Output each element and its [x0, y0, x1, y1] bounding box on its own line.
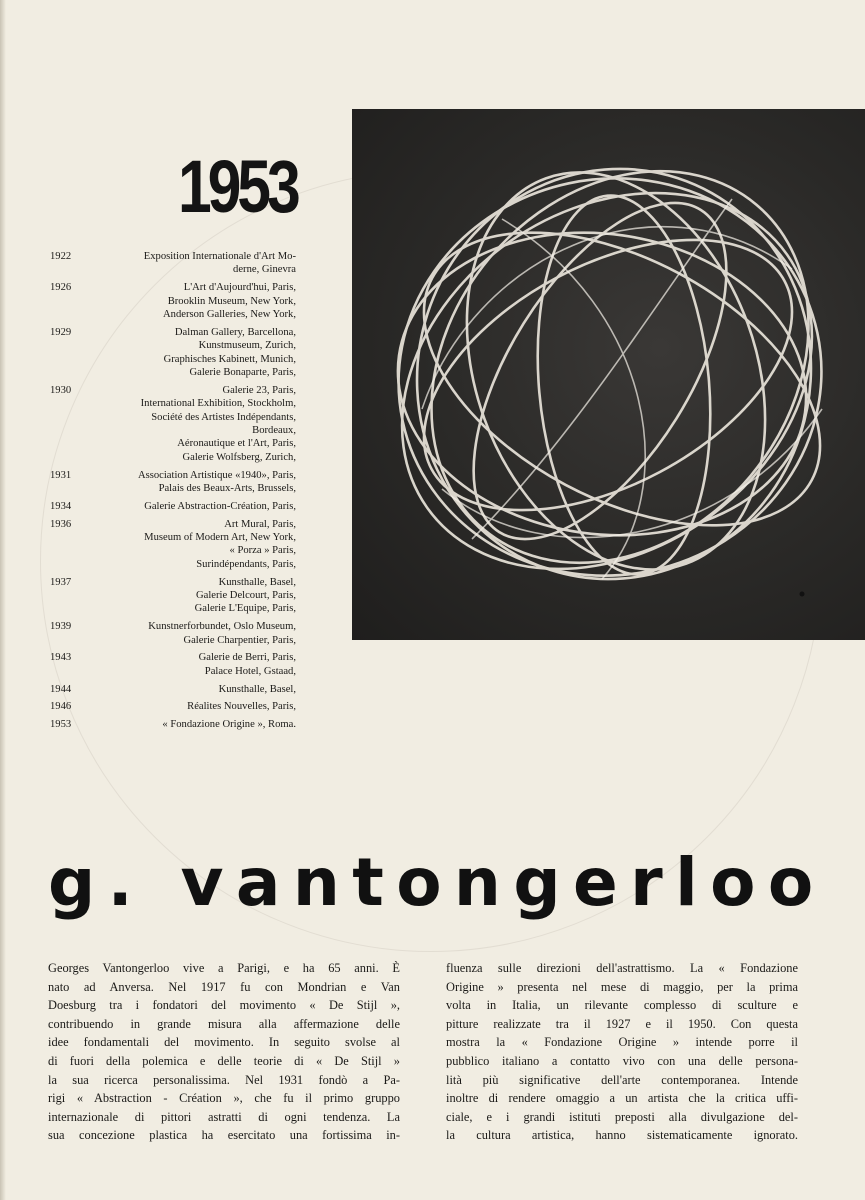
- body-text-line: pitture realizzate tra il 1927 e il 1950. Con questa: [446, 1016, 798, 1031]
- exhibition-venues: Galerie Abstraction-Création, Paris,: [144, 500, 296, 512]
- exhibition-row: [50, 250, 296, 277]
- exhibition-row: [50, 518, 296, 572]
- exhibition-year: 1930: [50, 384, 72, 396]
- exhibition-venues: L'Art d'Aujourd'hui, Paris, Brooklin Museum, New York, Anderson Galleries, New York,: [163, 282, 296, 321]
- body-text-line: rigi « Abstraction - Création », che fu il primo gruppo: [48, 1091, 400, 1106]
- body-text-line: lità più significative dell'arte contemporanea. Intende: [446, 1072, 798, 1087]
- sculpture-photo: [352, 109, 865, 640]
- wire-sphere-image: [352, 109, 865, 640]
- exhibition-row: [50, 469, 296, 496]
- body-text-line: di fuori della polemica e delle teorie di « De Stijl »: [48, 1053, 400, 1068]
- exhibition-year: 1944: [50, 683, 72, 695]
- exhibition-row: [50, 500, 296, 513]
- body-text-left-column: [48, 959, 400, 1145]
- body-text-line: ciale, e i grandi istituti preposti alla divulgazione del-: [446, 1109, 798, 1124]
- body-text-right-column: [446, 959, 798, 1145]
- exhibition-row: [50, 576, 296, 616]
- body-text-line: Doesburg tra i fondatori del movimento « De Stijl »,: [48, 998, 400, 1013]
- exhibition-year: 1936: [50, 518, 72, 530]
- artist-name: g. vantongerloo: [48, 844, 826, 921]
- exhibition-row: [50, 651, 296, 678]
- exhibition-venues: Kunsthalle, Basel, Galerie Delcourt, Paris, Galerie L'Equipe, Paris,: [194, 576, 296, 615]
- exhibition-venues: Dalman Gallery, Barcellona, Kunstmuseum, Zurich, Graphisches Kabinett, Munich, Galerie Bonaparte, Paris,: [163, 326, 296, 379]
- exhibition-row: [50, 281, 296, 321]
- exhibition-row: [50, 384, 296, 464]
- exhibition-year: 1943: [50, 652, 72, 664]
- exhibition-venues: « Fondazione Origine », Roma.: [162, 719, 296, 731]
- exhibition-year: 1939: [50, 621, 72, 633]
- body-text-line: internazionale di pittori astratti di ogni tendenza. La: [48, 1109, 400, 1124]
- exhibition-venues: Réalites Nouvelles, Paris,: [187, 701, 296, 713]
- body-text-line: inoltre di rendere omaggio a un artista che la critica uffi-: [446, 1091, 798, 1106]
- exhibition-year: 1937: [50, 576, 72, 588]
- body-text-line: mostra la « Fondazione Origine » intende porre il: [446, 1035, 798, 1050]
- body-text-line: la sua ricerca personalissima. Nel 1931 fondò a Pa-: [48, 1072, 400, 1087]
- exhibition-row: [50, 683, 296, 696]
- exhibition-year: 1931: [50, 469, 72, 481]
- page-edge: [0, 0, 6, 1200]
- year-heading: 1953: [178, 145, 297, 228]
- exhibition-list: [50, 250, 296, 736]
- body-text-line: Origine » presenta nel mese di maggio, per la prima: [446, 979, 798, 994]
- body-text-line: Georges Vantongerloo vive a Parigi, e ha 65 anni. È: [48, 961, 400, 975]
- exhibition-venues: Galerie de Berri, Paris, Palace Hotel, Gstaad,: [198, 652, 296, 677]
- body-text-line: sua concezione plastica ha esercitato una fortissima in-: [48, 1128, 400, 1143]
- exhibition-venues: Kunstnerforbundet, Oslo Museum, Galerie Charpentier, Paris,: [148, 621, 296, 646]
- exhibition-venues: Association Artistique «1940», Paris, Palais des Beaux-Arts, Brussels,: [137, 469, 296, 495]
- exhibition-year: 1934: [50, 500, 72, 512]
- exhibition-row: [50, 326, 296, 380]
- exhibition-year: 1929: [50, 326, 72, 338]
- exhibition-row: [50, 700, 296, 713]
- body-text-line: volta in Italia, un rilevante complesso di sculture e: [446, 998, 798, 1013]
- exhibition-year: 1926: [50, 282, 72, 294]
- exhibition-venues: Galerie 23, Paris, International Exhibition, Stockholm, Société des Artistes Indépendants, Bordeaux, Aéronautique et l'Art, Paris, Galerie Wolfsberg, Zurich,: [140, 384, 296, 463]
- body-text-line: la cultura artistica, hanno sistematicamente ignorato.: [446, 1128, 798, 1143]
- exhibition-year: 1922: [50, 251, 72, 262]
- body-text-line: contribuendo in grande misura alla affermazione delle: [48, 1016, 400, 1031]
- body-text-line: fluenza sulle direzioni dell'astrattismo. La « Fondazione: [446, 961, 798, 975]
- exhibition-row: [50, 620, 296, 647]
- exhibition-year: 1946: [50, 701, 72, 713]
- body-text-line: pubblico italiano a contatto vivo con una delle persona-: [446, 1053, 798, 1068]
- body-text-line: idee fondamentali del movimento. In seguito svolse al: [48, 1035, 400, 1050]
- exhibition-venues: Kunsthalle, Basel,: [218, 683, 296, 695]
- exhibition-year: 1953: [50, 719, 72, 731]
- body-text-line: nato ad Anversa. Nel 1917 fu con Mondrian e Van: [48, 979, 400, 994]
- exhibition-venues: Exposition Internationale d'Art Mo- derne, Ginevra: [143, 251, 296, 276]
- exhibition-row: [50, 718, 296, 731]
- exhibition-venues: Art Mural, Paris, Museum of Modern Art, New York, « Porza » Paris, Surindépendants, Paris,: [144, 518, 296, 570]
